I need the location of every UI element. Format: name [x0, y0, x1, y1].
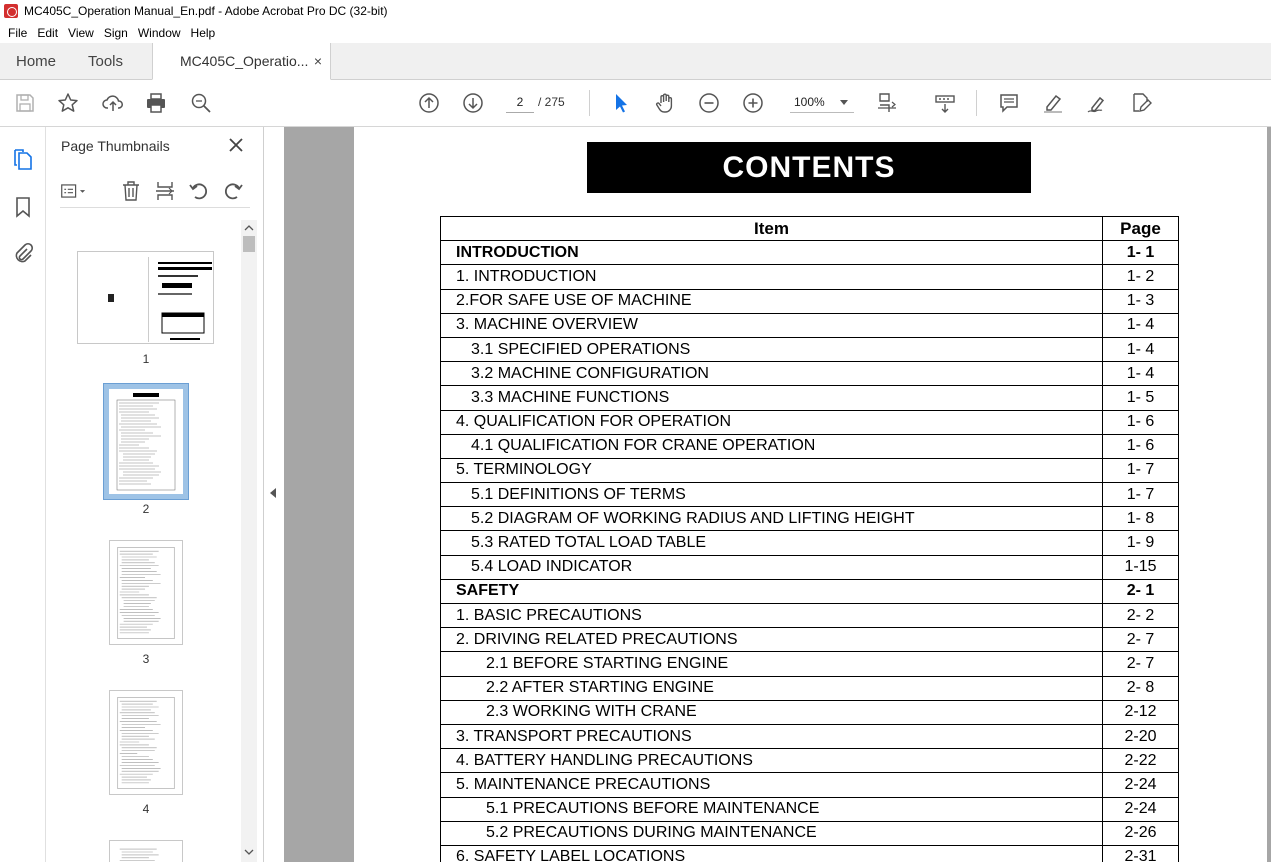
- page-thumbnails-icon[interactable]: [10, 147, 36, 173]
- toc-item-title: 3. TRANSPORT PRECAUTIONS: [441, 724, 1103, 748]
- toc-page-number: 1- 7: [1103, 458, 1179, 482]
- sign-pen-icon[interactable]: [1084, 90, 1110, 116]
- toc-page-number: 2- 7: [1103, 652, 1179, 676]
- toc-item-title: 2. DRIVING RELATED PRECAUTIONS: [441, 628, 1103, 652]
- toc-row: [441, 797, 1179, 821]
- toc-item-title: 3.1 SPECIFIED OPERATIONS: [441, 337, 1103, 361]
- toc-row: [441, 579, 1179, 603]
- page-preview: [110, 541, 182, 644]
- navigation-rail: [0, 127, 46, 862]
- toc-item-title: 3. MACHINE OVERVIEW: [441, 313, 1103, 337]
- main-toolbar: [0, 80, 1271, 127]
- toc-item-title: 2.FOR SAFE USE OF MACHINE: [441, 289, 1103, 313]
- window-title: MC405C_Operation Manual_En.pdf - Adobe Acrobat Pro DC (32-bit): [24, 4, 388, 18]
- toolbar-separator: [976, 90, 977, 116]
- menu-bar: [0, 22, 1271, 43]
- window-title-bar: [0, 0, 1271, 22]
- contents-page-preview: [109, 389, 183, 494]
- thumbnail-label: 4: [142, 802, 150, 816]
- chevron-down-icon: [840, 100, 848, 105]
- page-fit-icon[interactable]: [874, 90, 900, 116]
- cover-page-preview: [78, 252, 215, 345]
- tab-tools[interactable]: Tools: [88, 53, 124, 70]
- thumbnail-label: 3: [142, 652, 150, 666]
- page-preview: [110, 691, 182, 794]
- toc-header-row: [441, 217, 1179, 241]
- toc-row: [441, 362, 1179, 386]
- toc-row: [441, 289, 1179, 313]
- toc-page-number: 2-22: [1103, 749, 1179, 773]
- scroll-up-icon[interactable]: [241, 222, 257, 234]
- toc-row: [441, 724, 1179, 748]
- pdf-page: [354, 127, 1267, 862]
- toolbar-separator: [589, 90, 590, 116]
- toc-row: [441, 265, 1179, 289]
- toc-page-number: 1- 4: [1103, 362, 1179, 386]
- page-thumbnail-selected[interactable]: [103, 383, 189, 500]
- toc-row: [441, 337, 1179, 361]
- toc-item-title: 1. BASIC PRECAUTIONS: [441, 604, 1103, 628]
- toc-page-number: 2-20: [1103, 724, 1179, 748]
- toc-page-number: 1- 3: [1103, 289, 1179, 313]
- toc-row: [441, 676, 1179, 700]
- bookmark-icon[interactable]: [10, 194, 36, 220]
- zoom-out-icon[interactable]: [696, 90, 722, 116]
- menu-file[interactable]: File: [8, 25, 28, 40]
- tab-document-title: MC405C_Operatio...: [180, 53, 309, 69]
- previous-page-icon[interactable]: [416, 90, 442, 116]
- toc-page-number: 1- 6: [1103, 434, 1179, 458]
- comment-icon[interactable]: [996, 90, 1022, 116]
- toc-row: [441, 555, 1179, 579]
- thumbnail-scrollbar[interactable]: [241, 220, 257, 862]
- edit-pdf-icon[interactable]: [1128, 90, 1154, 116]
- highlight-pen-icon[interactable]: [1040, 90, 1066, 116]
- page-number-input[interactable]: [506, 91, 534, 113]
- hand-tool-icon[interactable]: [652, 90, 678, 116]
- toc-page-number: 2- 8: [1103, 676, 1179, 700]
- contents-heading: CONTENTS: [587, 142, 1031, 193]
- close-panel-icon[interactable]: [226, 135, 246, 155]
- menu-help[interactable]: Help: [190, 25, 216, 40]
- toc-row: [441, 386, 1179, 410]
- extract-pages-icon[interactable]: [152, 178, 178, 204]
- toc-item-title: 5. TERMINOLOGY: [441, 458, 1103, 482]
- toc-item-title: 5.1 DEFINITIONS OF TERMS: [441, 483, 1103, 507]
- toc-page-number: 2- 1: [1103, 579, 1179, 603]
- toc-item-title: INTRODUCTION: [441, 241, 1103, 265]
- save-icon[interactable]: [12, 90, 38, 116]
- toc-item-title: 5.2 DIAGRAM OF WORKING RADIUS AND LIFTING HEIGHT: [441, 507, 1103, 531]
- toc-item-title: 6. SAFETY LABEL LOCATIONS: [441, 845, 1103, 862]
- toc-item-title: 3.3 MACHINE FUNCTIONS: [441, 386, 1103, 410]
- toc-item-title: 5.1 PRECAUTIONS BEFORE MAINTENANCE: [441, 797, 1103, 821]
- toc-row: [441, 483, 1179, 507]
- table-of-contents: [440, 216, 1179, 862]
- page-thumbnail[interactable]: [109, 690, 183, 795]
- toc-row: [441, 458, 1179, 482]
- thumbnail-label: 1: [142, 352, 150, 366]
- scrollbar-thumb[interactable]: [243, 236, 255, 252]
- toc-page-number: 2-31: [1103, 845, 1179, 862]
- menu-sign[interactable]: Sign: [103, 25, 128, 40]
- toc-item-title: 1. INTRODUCTION: [441, 265, 1103, 289]
- rotate-counterclockwise-icon[interactable]: [186, 178, 212, 204]
- star-bookmark-icon[interactable]: [55, 90, 81, 116]
- zoom-level-dropdown[interactable]: [790, 91, 854, 113]
- toc-item-title: 4.1 QUALIFICATION FOR CRANE OPERATION: [441, 434, 1103, 458]
- toc-page-number: 1-15: [1103, 555, 1179, 579]
- scroll-mode-icon[interactable]: [932, 90, 958, 116]
- toc-row: [441, 507, 1179, 531]
- toc-page-number: 1- 6: [1103, 410, 1179, 434]
- toc-row: [441, 410, 1179, 434]
- panel-collapse-handle[interactable]: [264, 127, 284, 862]
- toc-row: [441, 652, 1179, 676]
- menu-view[interactable]: View: [68, 25, 94, 40]
- attachment-icon[interactable]: [10, 240, 36, 266]
- toc-row: [441, 773, 1179, 797]
- toc-page-number: 1- 5: [1103, 386, 1179, 410]
- toc-page-number: 1- 2: [1103, 265, 1179, 289]
- tab-document[interactable]: [152, 43, 331, 80]
- page-thumbnails-panel: [46, 127, 264, 862]
- toc-page-number: 2-24: [1103, 797, 1179, 821]
- upload-share-icon[interactable]: [100, 90, 126, 116]
- menu-window[interactable]: Window: [137, 25, 181, 40]
- select-cursor-icon[interactable]: [608, 90, 634, 116]
- toc-item-title: 2.3 WORKING WITH CRANE: [441, 700, 1103, 724]
- toc-row: [441, 604, 1179, 628]
- toc-row: [441, 628, 1179, 652]
- page-preview: [109, 389, 183, 494]
- page-thumbnail[interactable]: [109, 840, 183, 862]
- toc-page-number: 2-24: [1103, 773, 1179, 797]
- toc-page-number: 1- 4: [1103, 313, 1179, 337]
- toc-row: [441, 821, 1179, 845]
- toc-item-title: 5. MAINTENANCE PRECAUTIONS: [441, 773, 1103, 797]
- toc-page-number: 1- 1: [1103, 241, 1179, 265]
- toc-page-number: 2-12: [1103, 700, 1179, 724]
- document-view[interactable]: [284, 127, 1271, 862]
- column-header-item: Item: [441, 217, 1103, 241]
- toc-item-title: 5.2 PRECAUTIONS DURING MAINTENANCE: [441, 821, 1103, 845]
- next-page-icon[interactable]: [460, 90, 486, 116]
- zoom-in-icon[interactable]: [740, 90, 766, 116]
- toc-item-title: 4. QUALIFICATION FOR OPERATION: [441, 410, 1103, 434]
- panel-title: Page Thumbnails: [61, 138, 170, 154]
- toc-page-number: 1- 4: [1103, 337, 1179, 361]
- toc-row: [441, 434, 1179, 458]
- menu-edit[interactable]: Edit: [37, 25, 59, 40]
- toc-row: [441, 241, 1179, 265]
- toc-row: [441, 700, 1179, 724]
- toc-page-number: 1- 9: [1103, 531, 1179, 555]
- print-icon[interactable]: [143, 90, 169, 116]
- thumbnail-toolbar: [60, 178, 250, 208]
- toc-item-title: 3.2 MACHINE CONFIGURATION: [441, 362, 1103, 386]
- tab-home[interactable]: Home: [16, 53, 57, 70]
- toc-item-title: 2.1 BEFORE STARTING ENGINE: [441, 652, 1103, 676]
- toc-item-title: SAFETY: [441, 579, 1103, 603]
- toc-row: [441, 845, 1179, 862]
- options-menu-icon[interactable]: [60, 178, 86, 204]
- acrobat-pdf-icon: [4, 4, 18, 18]
- page-thumbnail[interactable]: [77, 251, 214, 344]
- toc-item-title: 5.3 RATED TOTAL LOAD TABLE: [441, 531, 1103, 555]
- zoom-level-value: 100%: [794, 95, 825, 109]
- toc-page-number: 2- 7: [1103, 628, 1179, 652]
- toc-item-title: 2.2 AFTER STARTING ENGINE: [441, 676, 1103, 700]
- thumbnail-label: 2: [142, 502, 150, 516]
- toc-item-title: 5.4 LOAD INDICATOR: [441, 555, 1103, 579]
- delete-page-icon[interactable]: [118, 178, 144, 204]
- toc-row: [441, 749, 1179, 773]
- page-total-count: / 275: [538, 95, 565, 109]
- toc-row: [441, 531, 1179, 555]
- page-preview: [110, 841, 182, 863]
- collapse-arrow-icon: [270, 488, 276, 498]
- scroll-down-icon[interactable]: [241, 846, 257, 858]
- rotate-clockwise-icon[interactable]: [220, 178, 246, 204]
- toc-page-number: 2-26: [1103, 821, 1179, 845]
- toc-page-number: 1- 7: [1103, 483, 1179, 507]
- page-thumbnail[interactable]: [109, 540, 183, 645]
- search-zoom-icon[interactable]: [188, 90, 214, 116]
- toc-item-title: 4. BATTERY HANDLING PRECAUTIONS: [441, 749, 1103, 773]
- tab-bar: [0, 43, 1271, 80]
- toc-page-number: 1- 8: [1103, 507, 1179, 531]
- toc-row: [441, 313, 1179, 337]
- column-header-page: Page: [1103, 217, 1179, 241]
- close-tab-icon[interactable]: ×: [313, 53, 322, 69]
- toc-page-number: 2- 2: [1103, 604, 1179, 628]
